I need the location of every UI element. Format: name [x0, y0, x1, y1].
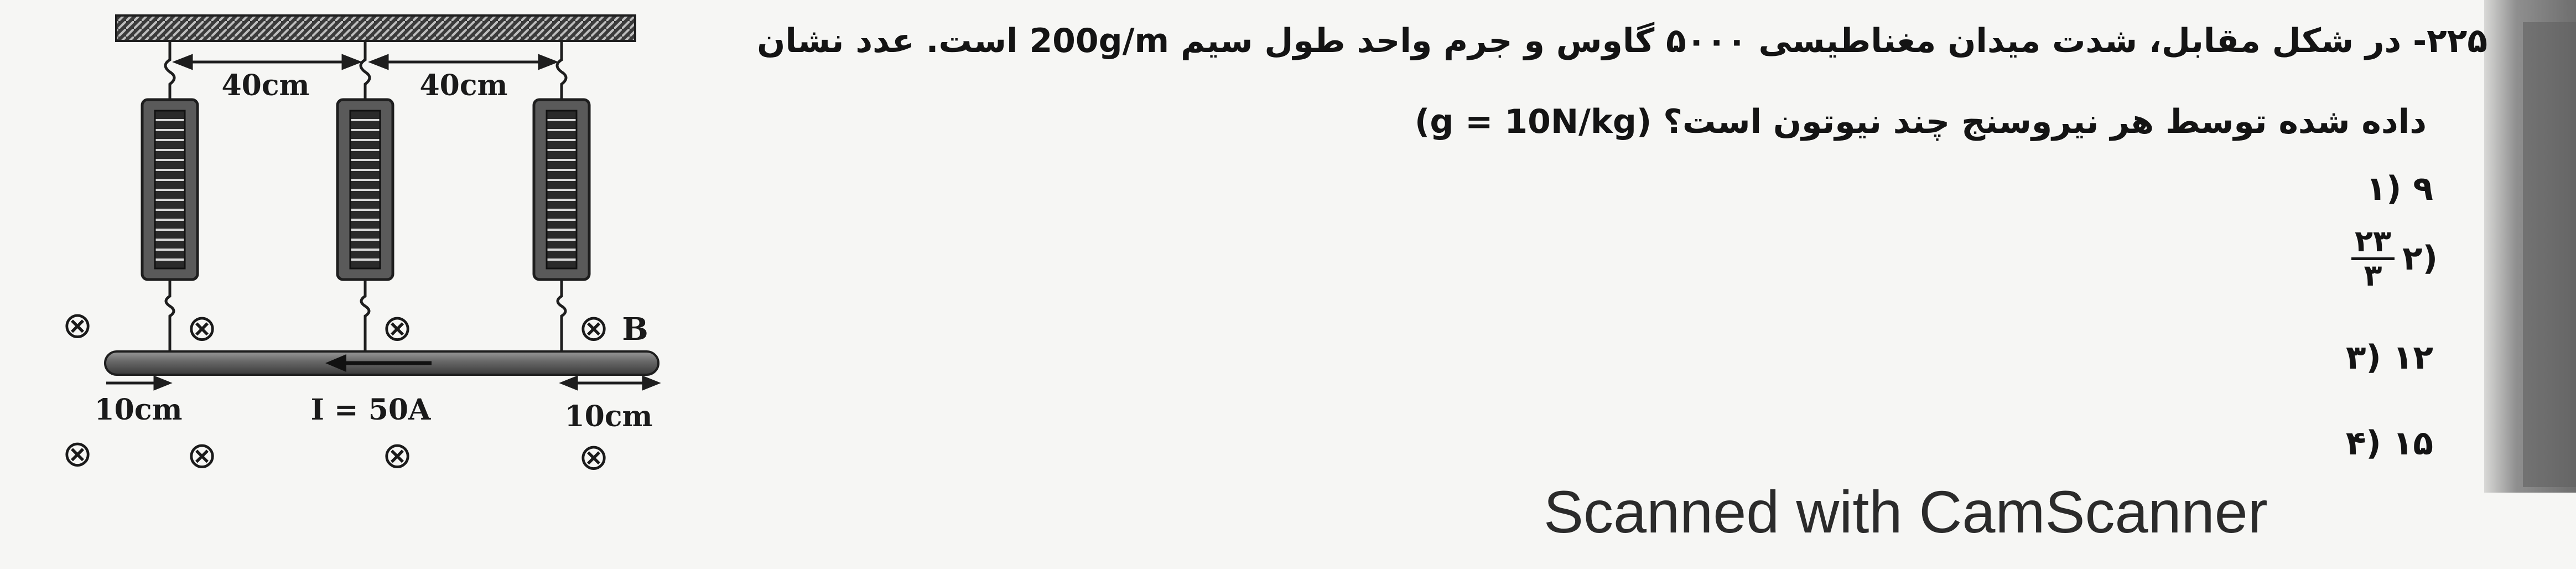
field-into-page-icon: ⊗: [62, 432, 93, 475]
option-1: ۱) ۹: [2366, 169, 2433, 208]
field-into-page-icon: ⊗: [62, 304, 93, 346]
spacing-right-label: 40cm: [419, 69, 508, 102]
question-text-line-1: ۲۲۵- در شکل مقابل، شدت میدان مغناطیسی ۵۰۰۰ گاوس و جرم واحد طول سیم 200g/m است. عدد نشان: [757, 22, 2487, 60]
camscanner-watermark: Scanned with CamScanner: [1544, 478, 2268, 545]
end-left-label: 10cm: [94, 393, 183, 427]
option-4: ۴) ۱۵: [2345, 424, 2433, 463]
end-right-label: 10cm: [564, 400, 653, 433]
ceiling: [116, 15, 635, 41]
spring-balance-middle: [337, 100, 393, 280]
field-label: B: [622, 311, 648, 348]
field-into-page-icon: ⊗: [186, 434, 217, 477]
option-2-fraction: [2351, 226, 2395, 291]
spring-balance-figure: [33, 6, 697, 493]
field-into-page-icon: ⊗: [186, 307, 217, 349]
option-2: [2351, 226, 2438, 291]
field-into-page-icon: ⊗: [578, 307, 609, 349]
field-into-page-icon: ⊗: [578, 436, 609, 478]
option-2-label: ۲): [2402, 239, 2438, 278]
hooks-bottom: [166, 280, 565, 351]
option-3: ۳) ۱۲: [2345, 338, 2433, 377]
field-into-page-icon: ⊗: [382, 434, 413, 477]
fraction-numerator: ۲۳: [2351, 226, 2395, 260]
dimension-arrows-bottom: [106, 377, 657, 389]
spring-balance-left: [142, 100, 198, 280]
question-text-line-2: داده شده توسط هر نیروسنج چند نیوتون است؟ (g = 10N/kg): [1414, 102, 2427, 141]
fraction-denominator: ۳: [2364, 257, 2382, 293]
spacing-left-label: 40cm: [221, 69, 310, 102]
current-label: I = 50A: [310, 393, 431, 427]
field-into-page-icon: ⊗: [382, 307, 413, 349]
